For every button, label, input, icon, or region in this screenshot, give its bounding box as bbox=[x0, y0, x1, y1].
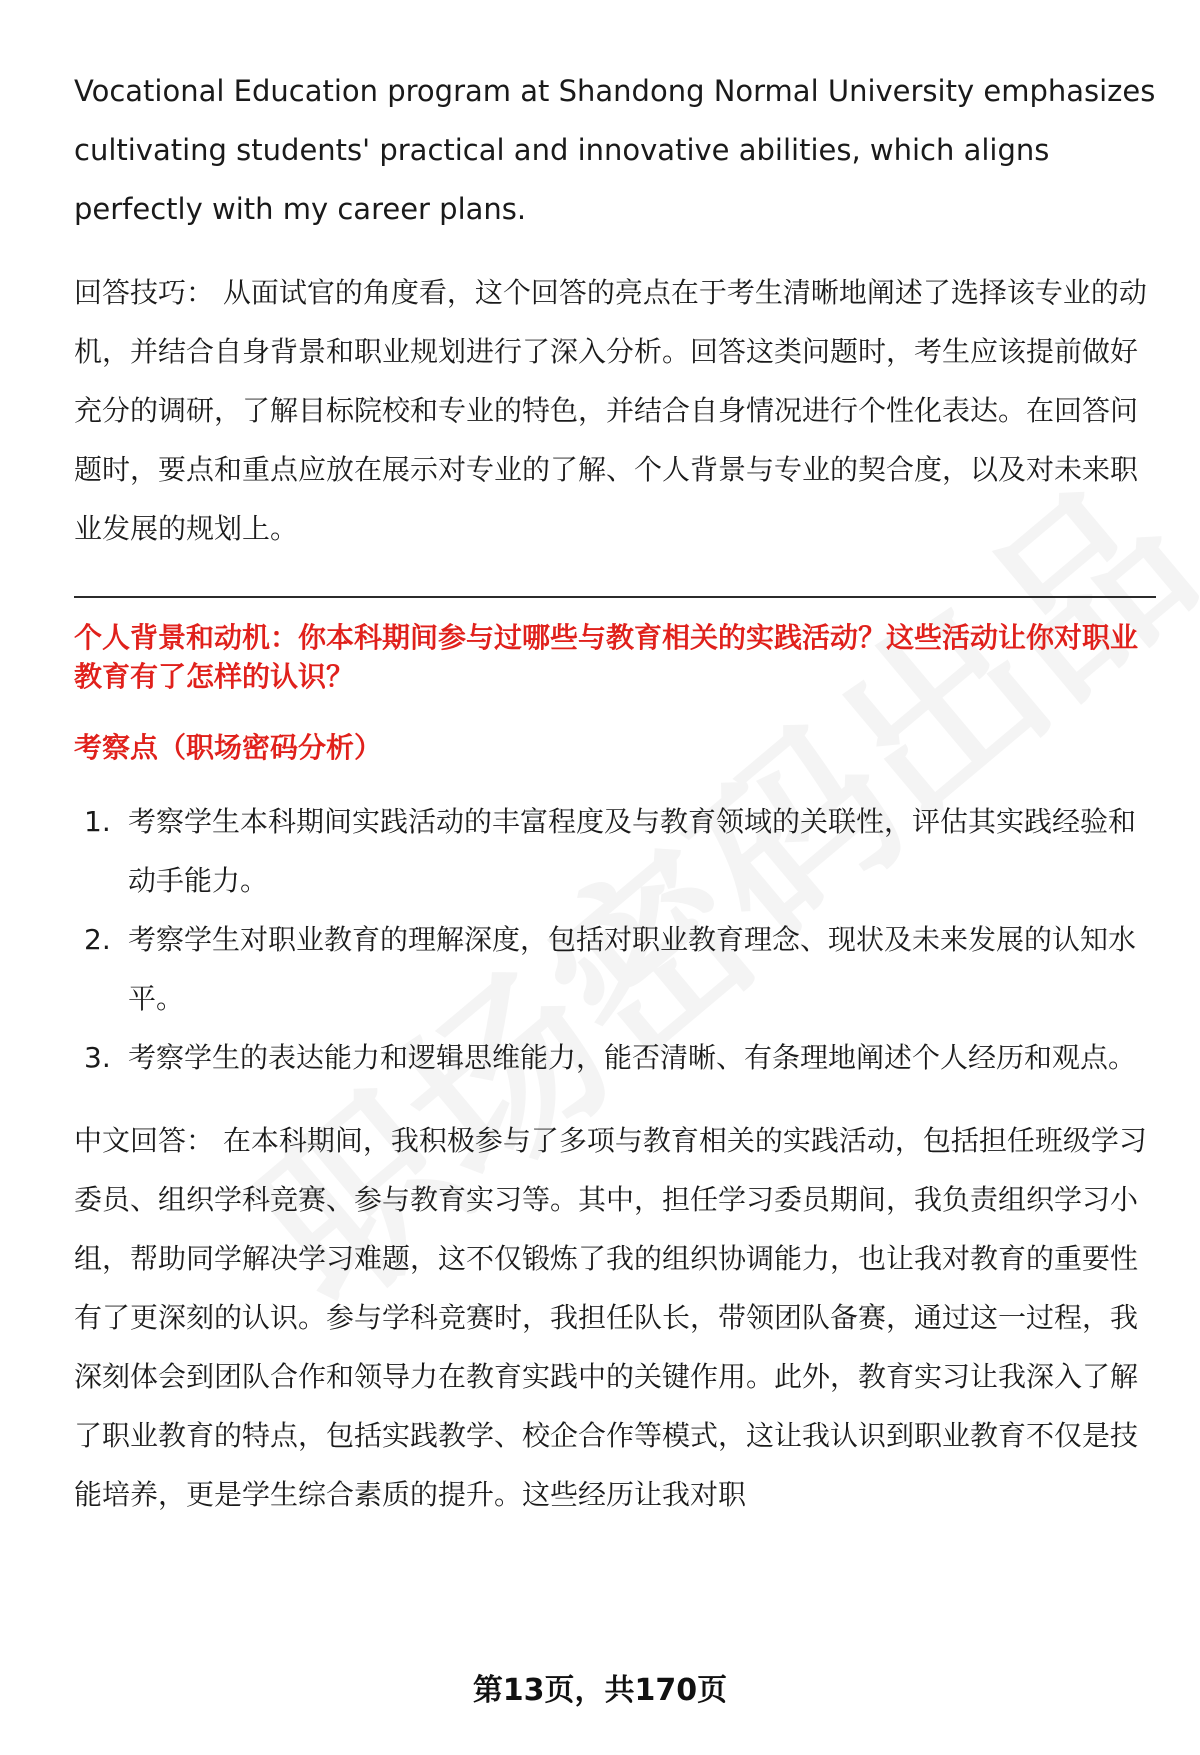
chinese-answer-paragraph: 中文回答： 在本科期间，我积极参与了多项与教育相关的实践活动，包括担任班级学习委员、组织学科竞赛、参与教育实习等。其中，担任学习委员期间，我负责组织学习小组，帮助同学解决学习难题，这不仅锻炼了我的组织协调能力，也让我对教育的重要性有了更深刻的认识。参与学科竞赛时，我担任队长，带领团队备赛，通过这一过程，我深刻体会到团队合作和领导力在教育实践中的关键作用。此外，教育实习让我深入了解了职业教育的特点，包括实践教学、校企合作等模式，这让我认识到职业教育不仅是技能培养，更是学生综合素质的提升。这些经历让我对职 bbox=[74, 1124, 1147, 1511]
list-item-number: 3. bbox=[84, 1041, 111, 1074]
list-item bbox=[74, 1028, 1156, 1087]
list-item bbox=[74, 910, 1156, 1028]
answer-tips-paragraph: 回答技巧： 从面试官的角度看，这个回答的亮点在于考生清晰地阐述了选择该专业的动机，并结合自身背景和职业规划进行了深入分析。回答这类问题时，考生应该提前做好充分的调研，了解目标院校和专业的特色，并结合自身情况进行个性化表达。在回答问题时，要点和重点应放在展示对专业的了解、个人背景与专业的契合度，以及对未来职业发展的规划上。 bbox=[74, 276, 1147, 545]
question-heading: 个人背景和动机：你本科期间参与过哪些与教育相关的实践活动？这些活动让你对职业教育有了怎样的认识？ bbox=[74, 621, 1139, 693]
document-body bbox=[74, 62, 1156, 1524]
list-item-text: 考察学生本科期间实践活动的丰富程度及与教育领域的关联性，评估其实践经验和动手能力。 bbox=[128, 805, 1137, 897]
list-item-number: 2. bbox=[84, 923, 111, 956]
intro-english-paragraph: Vocational Education program at Shandong Normal University emphasizes cultivating students' practical and innovative abilities, which aligns perfectly with my career plans. bbox=[74, 74, 1156, 226]
list-item-text: 考察学生对职业教育的理解深度，包括对职业教育理念、现状及未来发展的认知水平。 bbox=[128, 923, 1137, 1015]
list-item-text: 考察学生的表达能力和逻辑思维能力，能否清晰、有条理地阐述个人经历和观点。 bbox=[128, 1041, 1137, 1074]
section-divider bbox=[74, 596, 1156, 598]
analysis-heading: 考察点（职场密码分析） bbox=[74, 731, 383, 764]
list-item bbox=[74, 792, 1156, 910]
page-number-footer: 第13页，共170页 bbox=[472, 1673, 728, 1708]
list-item-number: 1. bbox=[84, 805, 111, 838]
analysis-points-list bbox=[74, 792, 1156, 1087]
